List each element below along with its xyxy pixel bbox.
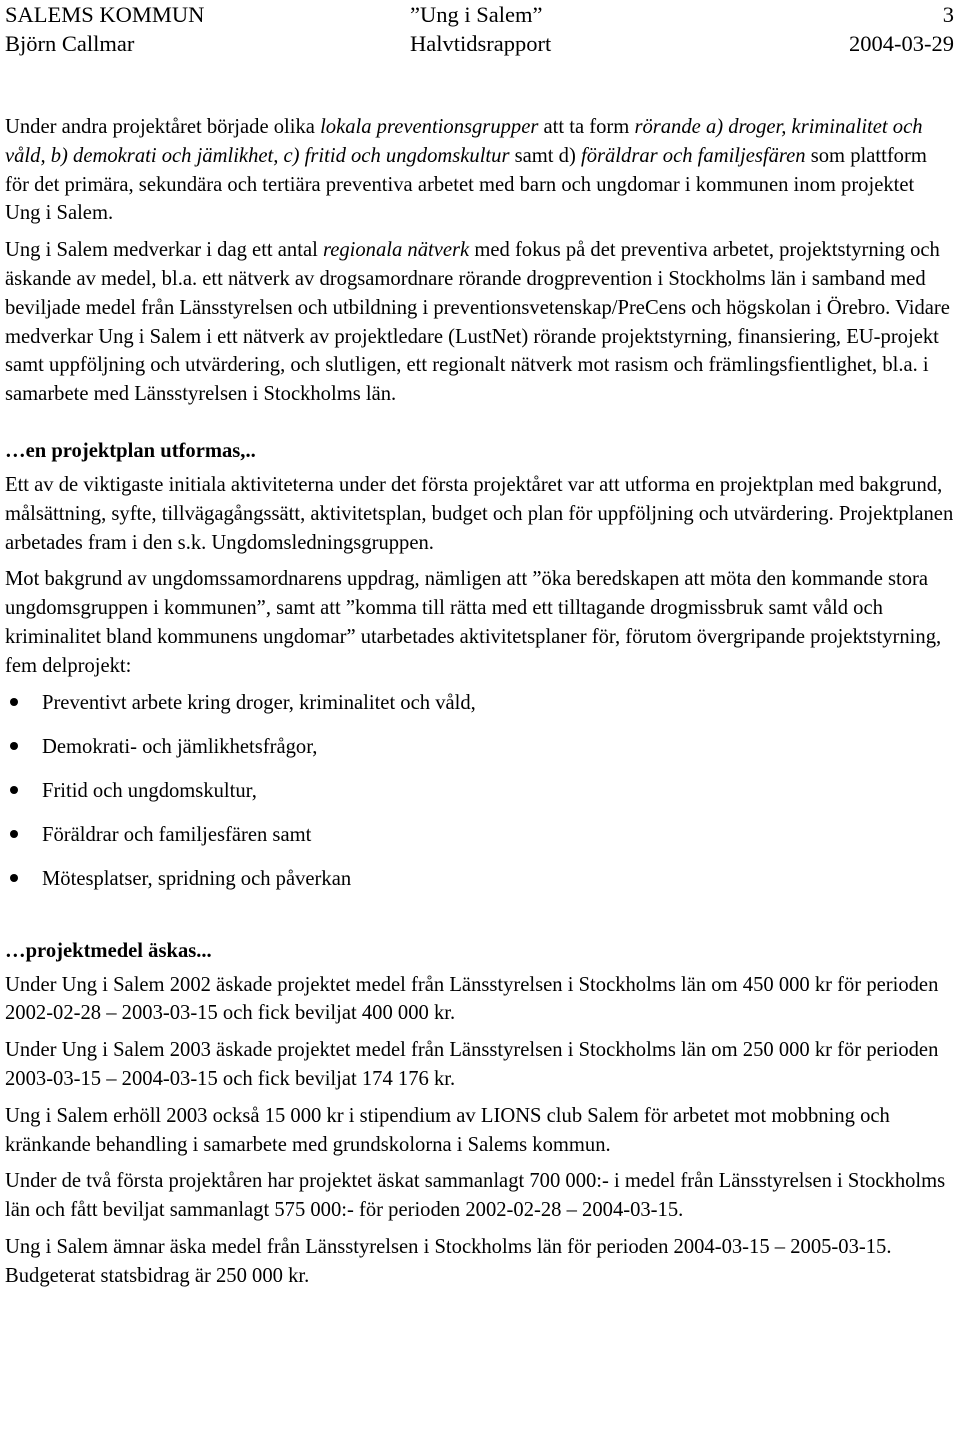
list-item — [5, 689, 954, 733]
paragraph: Under Ung i Salem 2002 äskade projektet medel från Länsstyrelsen i Stockholms län om 450 000 kr för perioden 2002-02-28 – 2003-03-15 och fick beviljat 400 000 kr. — [5, 973, 939, 1025]
text-run: med fokus på det preventiva arbetet, projektstyrning och äskande av medel, bl.a. ett nätverk av drogsamordnare rörande drogprevention i Stockholms län i samband med beviljade medel från Länsstyrelsen och utbildning i preventionsvetenskap/PreCens och högskolan i Örebro. Vidare medverkar Ung i Salem i ett nätverk av projektledare (LustNet) rörande projektstyrning, finansiering, EU-projekt samt uppföljning och utvärdering, och slutligen, ett regionalt nätverk mot rasism och främlingsfientlighet, bl.a. i samarbete med Länsstyrelsen i Stockholms län. — [5, 239, 950, 406]
list-item-text: Mötesplatser, spridning och påverkan — [42, 867, 352, 890]
page-content — [5, 58, 954, 1291]
text-run: att ta form — [538, 116, 635, 138]
paragraph: Ung i Salem erhöll 2003 också 15 000 kr i stipendium av LIONS club Salem för arbetet mot mobbning och kränkande behandling i samarbete med grundskolorna i Salems kommun. — [5, 1104, 890, 1156]
paragraph: Under Ung i Salem 2003 äskade projektet medel från Länsstyrelsen i Stockholms län om 250 000 kr för perioden 2003-03-15 – 2004-03-15 och fick beviljat 174 176 kr. — [5, 1039, 939, 1090]
text-run: samt d) — [509, 144, 581, 167]
section-heading-projektplan: …en projektplan utformas,.. — [5, 439, 256, 462]
header-date: 2004-03-29 — [849, 31, 954, 56]
bullet-icon — [10, 786, 18, 794]
list-item-text: Fritid och ungdomskultur, — [42, 779, 257, 802]
bullet-icon — [10, 742, 18, 750]
paragraph-preventionsgrupper — [5, 113, 954, 228]
header-doc-type: Halvtidsrapport — [410, 31, 552, 56]
italic-run: lokala preventionsgrupper — [320, 116, 539, 138]
paragraph: Ett av de viktigaste initiala aktiviteterna under det första projektåret var att utforma en projektplan med bakgrund, målsättning, syfte, tillvägagångssätt, aktivitetsplan, budget och plan för uppföljning och utvärdering. Projektplanen arbetades fram i den s.k. Ungdomsledningsgruppen. — [5, 473, 954, 554]
section-heading-projektmedel: …projektmedel äskas... — [5, 939, 212, 962]
bullet-icon — [10, 874, 18, 882]
header-org: SALEMS KOMMUN — [5, 2, 205, 27]
text-run: som plattform för det primära, sekundära och tertiära preventiva arbetet med barn och ungdomar i kommunen inom projektet Ung i Salem. — [5, 144, 927, 225]
bullet-icon — [10, 830, 18, 838]
list-item — [5, 777, 954, 821]
text-run: Ung i Salem medverkar i dag ett antal — [5, 239, 323, 262]
italic-run: föräldrar och familjesfären — [580, 144, 806, 167]
delprojekt-list — [5, 689, 954, 909]
list-item-text: Preventivt arbete kring droger, kriminalitet och våld, — [42, 691, 476, 714]
header-project: ”Ung i Salem” — [410, 2, 543, 27]
paragraph-natverk — [5, 236, 954, 409]
italic-run: rörande a) droger, kriminalitet och våld, b) demokrati och jämlikhet, c) fritid och ungdomskultur — [5, 116, 923, 167]
list-item-text: Föräldrar och familjesfären samt — [42, 823, 312, 846]
text-run: Under andra projektåret började olika — [5, 116, 321, 138]
page-header — [5, 0, 954, 58]
list-item-text: Demokrati- och jämlikhetsfrågor, — [42, 735, 318, 758]
paragraph: Ung i Salem ämnar äska medel från Länsstyrelsen i Stockholms län för perioden 2004-03-15 – 2005-03-15. Budgeterat statsbidrag är 250 000 kr. — [5, 1235, 892, 1287]
italic-run: regionala nätverk — [322, 239, 470, 262]
paragraph: Mot bakgrund av ungdomssamordnarens uppdrag, nämligen att ”öka beredskapen att möta den kommande stora ungdomsgruppen i kommunen”, samt att ”komma till rätta med ett tilltagande drogmissbruk samt våld och kriminalitet bland kommunens ungdomar” utarbetades aktivitetsplaner för, förutom övergripande projektstyrning, fem delprojekt: — [5, 568, 942, 677]
header-page-number: 3 — [942, 2, 954, 27]
list-item — [5, 865, 954, 909]
list-item — [5, 821, 954, 865]
list-item — [5, 733, 954, 777]
paragraph: Under de två första projektåren har projektet äskat sammanlagt 700 000:- i medel från Länsstyrelsen i Stockholms län och fått beviljat sammanlagt 575 000:- för perioden 2002-02-28 – 2004-03-15. — [5, 1170, 946, 1222]
bullet-icon — [10, 698, 18, 706]
header-author: Björn Callmar — [5, 31, 135, 56]
